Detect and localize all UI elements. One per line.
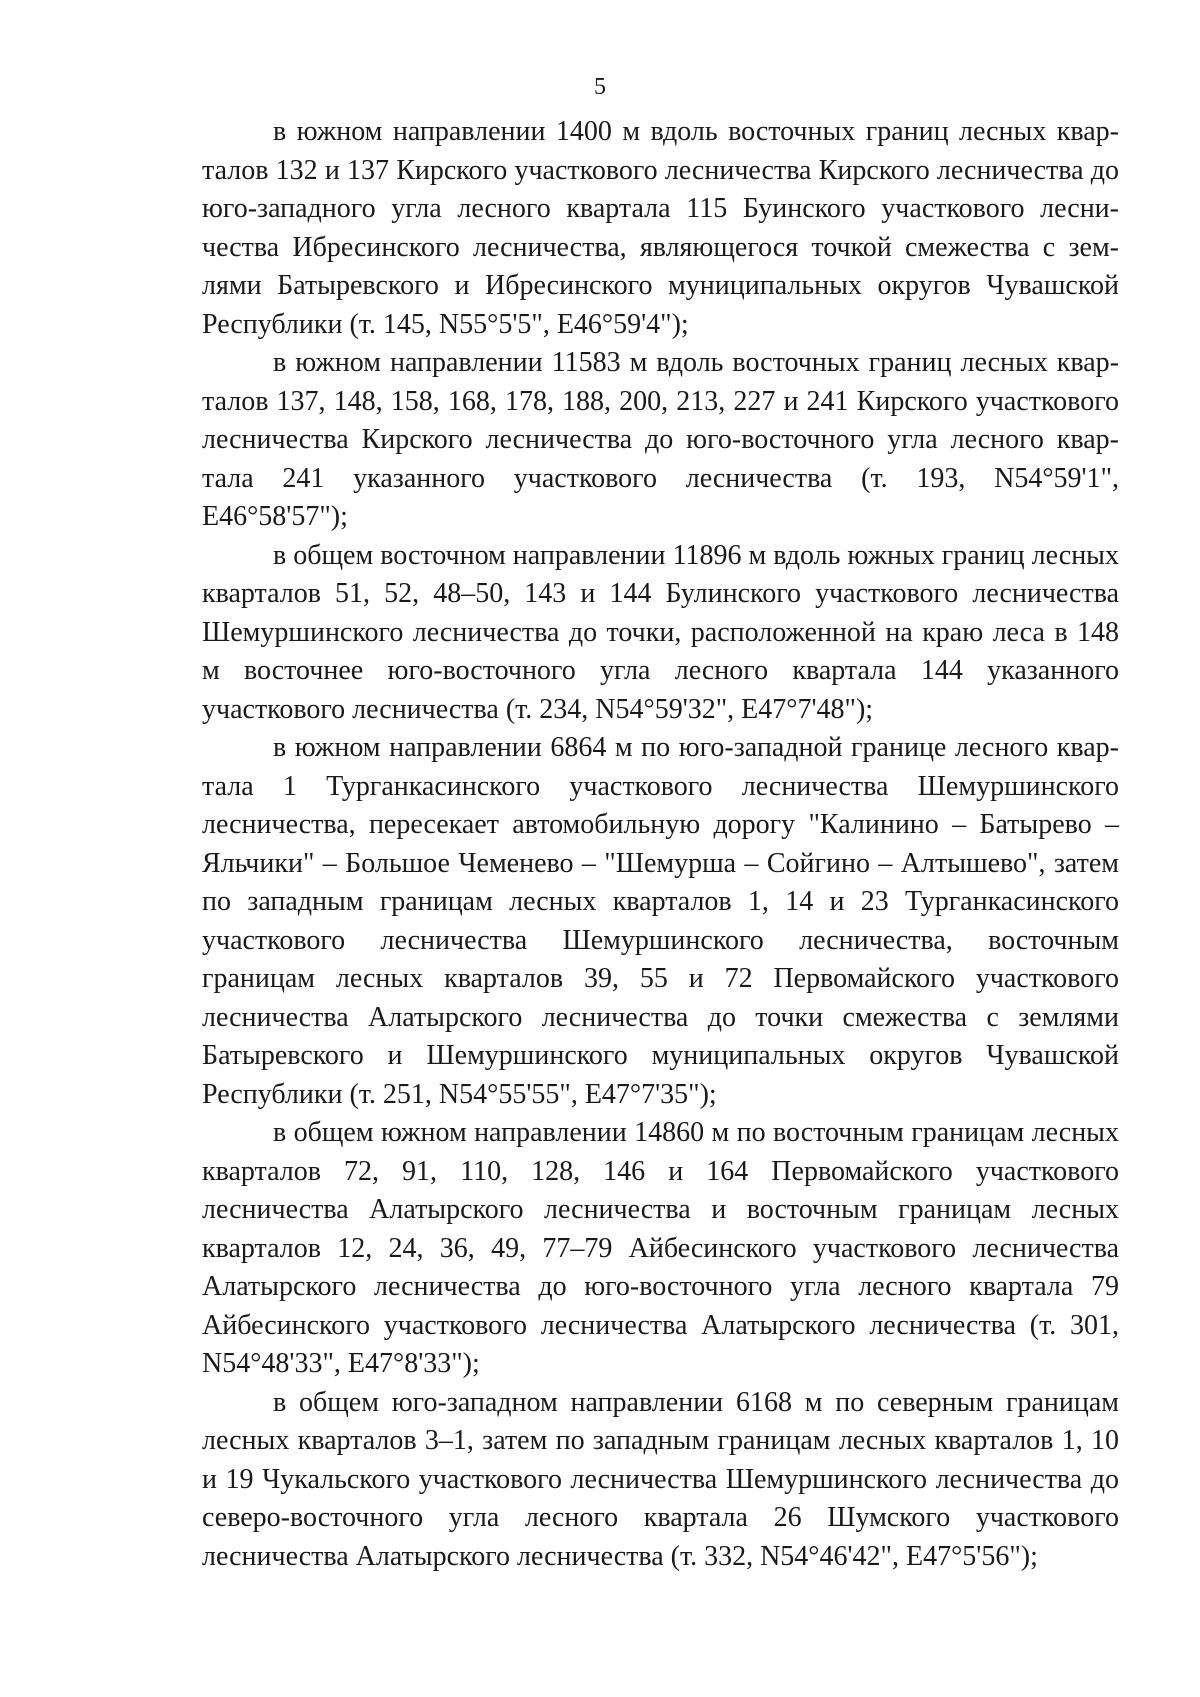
paragraph-boundary-4: в южном направлении 6864 м по юго-западной границе лесного квартала 1 Турганкасинского участкового лесничества Шемуршинского лесничества, пересекает автомобильную дорогу "Калинино – Батырево – Яльчики" – Большое Чеменево – "Шемурша – Сойгино – Алтышево", затем по западным границам лесных кварталов 1, 14 и 23 Турганкасинского участкового лесничества Шемуршинского лесничества, восточным границам лесных кварталов 39, 55 и 72 Первомайского участкового лесничества Алатырского лесничества до точки смежества с землями Батыревского и Шемуршинского муниципальных округов Чувашской Республики (т. 251, N54°55'55", E47°7'35"); <box>202 732 1119 1110</box>
paragraph-boundary-1: в южном направлении 1400 м вдоль восточных границ лесных кварталов 132 и 137 Кирского участкового лесничества Кирского лесничества до юго-западного угла лесного квартала 115 Буинского участкового лесничества Ибресинского лесничества, являющегося точкой смежества с землями Батыревского и Ибресинского муниципальных округов Чувашской Республики (т. 145, N55°5'5", E46°59'4"); <box>202 116 1119 340</box>
paragraph-boundary-5: в общем южном направлении 14860 м по восточным границам лесных кварталов 72, 91, 110, 128, 146 и 164 Первомайского участкового лесничества Алатырского лесничества и восточным границам лесных кварталов 12, 24, 36, 49, 77–79 Айбесинского участкового лесничества Алатырского лесничества до юго-восточного угла лесного квартала 79 Айбесинского участкового лесничества Алатырского лесничества (т. 301, N54°48'33", E47°8'33"); <box>202 1117 1119 1379</box>
paragraph-boundary-3: в общем восточном направлении 11896 м вдоль южных границ лесных кварталов 51, 52, 48–50, 143 и 144 Булинского участкового лесничества Шемуршинского лесничества до точки, расположенной на краю леса в 148 м восточнее юго-восточного угла лесного квартала 144 указанного участкового лесничества (т. 234, N54°59'32", E47°7'48"); <box>202 539 1119 725</box>
paragraph-boundary-6: в общем юго-западном направлении 6168 м по северным границам лесных кварталов 3–1, затем по западным границам лесных кварталов 1, 10 и 19 Чукальского участкового лесничества Шемуршинского лесничества до северо-восточного угла лесного квартала 26 Шумского участкового лесничества Алатырского лесничества (т. 332, N54°46'42", E47°5'56"); <box>202 1386 1119 1572</box>
page-number: 5 <box>594 74 606 100</box>
paragraph-boundary-2: в южном направлении 11583 м вдоль восточных границ лесных кварталов 137, 148, 158, 168, 178, 188, 200, 213, 227 и 241 Кирского участкового лесничества Кирского лесничества до юго-восточного угла лесного квартала 241 указанного участкового лесничества (т. 193, N54°59'1", E46°58'57"); <box>202 347 1119 532</box>
document-body <box>202 113 1119 1576</box>
